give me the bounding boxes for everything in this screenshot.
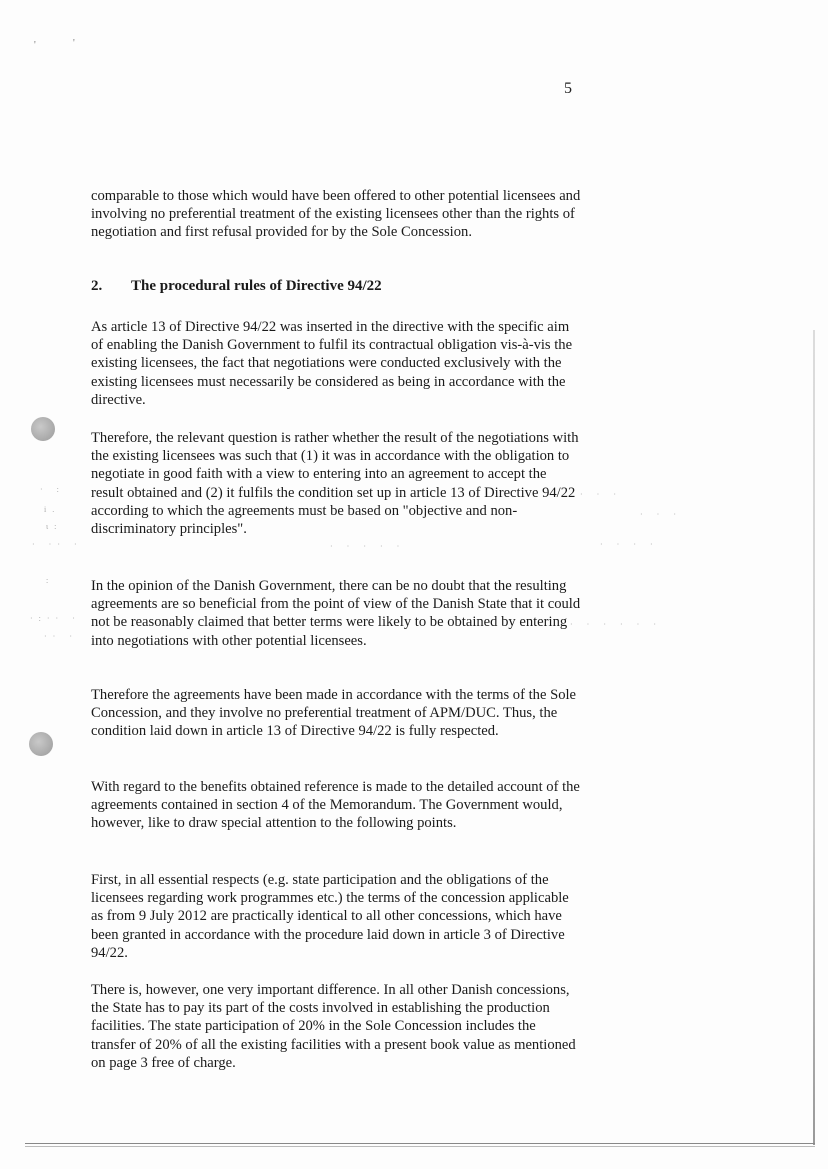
section-number: 2. — [91, 278, 103, 294]
paragraph-5: Therefore the agreements have been made in accordance with the terms of the Sole Concession, and they involve no preferential treatment of APM/DUC. Thus, the condition laid down in article 13 of Directive 94/22 is fully respected. — [91, 687, 577, 740]
scan-speckle: · · · · · — [330, 542, 406, 551]
scan-speckle: i. — [44, 505, 61, 514]
scan-speckle: · · · · · · — [570, 620, 662, 629]
paragraph-7: First, in all essential respects (e.g. state participation and the obligations of the licensees regarding work programmes etc.) the terms of the concession applicable as from 9 July 2012 are practically identical to all other concessions, which have been granted in accordance with the procedure laid down in article 3 of Directive 94/22. — [91, 872, 569, 961]
paragraph-8: There is, however, one very important difference. In all other Danish concessions, the State has to pay its part of the costs involved in establishing the production facilities. The state participation of 20% in the Sole Concession includes the transfer of 20% of all the existing facilities with a present book value as mentioned on page 3 free of charge. — [91, 982, 576, 1071]
scan-speckle: · ·· · — [32, 540, 83, 549]
scan-speckle: : — [46, 576, 55, 585]
paragraph-2: As article 13 of Directive 94/22 was inserted in the directive with the specific aim of enabling the Danish Government to fulfil its contractual obligation vis-à-vis the existing licensees, the fact that negotiations were conducted exclusively with the existing licensees must necessarily be considered as being in accordance with the directive. — [91, 319, 573, 408]
scan-speckle: · · · — [640, 510, 682, 519]
punch-hole — [29, 732, 53, 756]
paragraph-4: In the opinion of the Danish Government, there can be no doubt that the resulting agreements are so beneficial from the point of view of the Danish State that it could not be reasonably claimed that better terms were likely to be obtained by entering into negotiations with other potential licensees. — [91, 578, 581, 649]
scan-speckle: · · · — [580, 490, 622, 499]
page-bottom-edge — [25, 1143, 815, 1144]
paragraph-6: With regard to the benefits obtained reference is made to the detailed account of the agreements contained in section 4 of the Memorandum. The Government would, however, like to draw special attention to the following points. — [91, 779, 580, 832]
scan-mark: ' — [73, 38, 75, 49]
page-number: 5 — [564, 80, 572, 97]
scan-speckle: ·· · — [44, 632, 78, 641]
scan-speckle: ·:·· · — [30, 614, 81, 623]
page-bottom-edge — [25, 1146, 815, 1147]
punch-hole — [31, 417, 55, 441]
paragraph-3: Therefore, the relevant question is rather whether the result of the negotiations with the existing licensees was such that (1) it was in accordance with the obligation to negotiate in good faith with a view to entering into an agreement to accept the result obtained and (2) it fulfils the condition set up in article 13 of Directive 94/22 according to which the agreements must be based on "objective and non-discriminatory principles". — [91, 430, 579, 538]
scan-speckle: ι: — [46, 522, 63, 531]
paragraph-1: comparable to those which would have been offered to other potential licensees and involving no preferential treatment of the existing licensees other than the rights of negotiation and first refusal provided for by the Sole Concession. — [91, 188, 581, 241]
scan-mark: ' — [34, 40, 36, 51]
scan-speckle: · : — [40, 485, 65, 494]
page-edge — [813, 330, 815, 1145]
scan-speckle: · · · · — [600, 540, 659, 549]
section-title: The procedural rules of Directive 94/22 — [131, 278, 382, 294]
section-heading — [91, 278, 382, 295]
